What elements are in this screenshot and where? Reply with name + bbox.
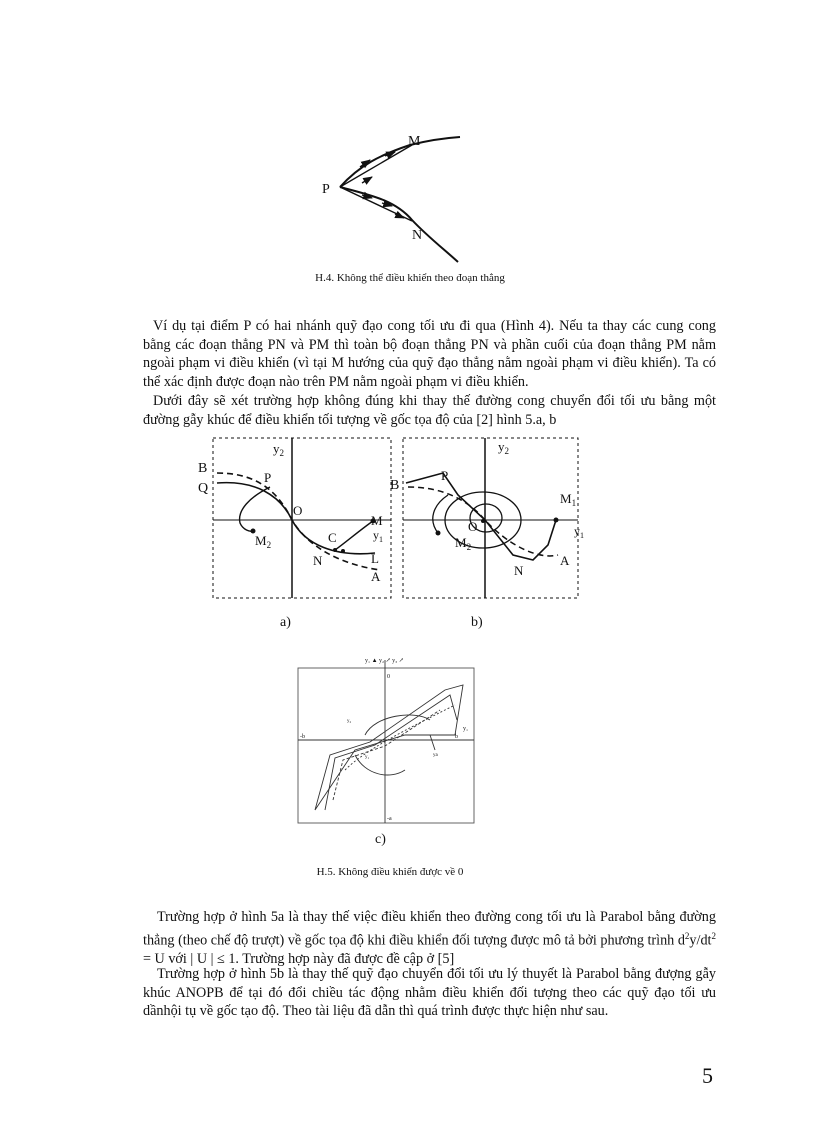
segment-pm bbox=[340, 145, 412, 187]
c-bottom-val: -a bbox=[387, 816, 392, 822]
c-top-val: 0 bbox=[387, 674, 390, 680]
label-c: C bbox=[328, 530, 337, 545]
optimal-curve bbox=[217, 473, 380, 570]
paragraph-3-sup: 2 bbox=[684, 930, 690, 941]
label-n: N bbox=[514, 563, 524, 578]
figure-5a bbox=[195, 435, 395, 610]
label-m2: $M_2$ bbox=[255, 533, 272, 550]
fig4-label-m: M bbox=[408, 134, 421, 149]
figure-4 bbox=[300, 125, 480, 265]
label-y1: $y_1$ bbox=[574, 524, 584, 540]
segment-pn bbox=[340, 187, 412, 221]
label-p: P bbox=[441, 468, 449, 483]
label-a: A bbox=[560, 553, 570, 568]
label-y2: $y_2$ bbox=[273, 441, 284, 458]
paragraph-3-sup-2: 2 bbox=[711, 930, 716, 941]
label-y2: $y_2$ bbox=[498, 439, 509, 456]
label-y1: $y_1$ bbox=[373, 528, 383, 544]
c-curve bbox=[335, 521, 373, 550]
frame-5b bbox=[403, 438, 578, 598]
figure-4-caption: H.4. Không thể điều khiển theo đoạn thẳng bbox=[315, 272, 505, 284]
paragraph-1-text: Ví dụ tại điểm P có hai nhánh quỹ đạo cong tối ưu đi qua (Hình 4). Nếu ta thay các cung cong bằng các đoạn thẳng PN và PM thì toàn bộ đoạn thẳng PN và phần cuối của đoạn thẳng PM nằm ngoài phạm vi điều khiển (vì tại M hướng của quỹ đạo thẳng nằm ngoài phạm vi điều khiển). Ta có thể xác định được đoạn nào trên PM nằm ngoài phạm vi điều khiển. bbox=[143, 318, 716, 390]
label-m: M bbox=[371, 513, 383, 528]
label-o: O bbox=[293, 503, 303, 518]
lower-curve bbox=[340, 187, 458, 262]
m2-curve bbox=[240, 487, 270, 531]
label-m2: $M_2$ bbox=[455, 535, 472, 552]
figure-5a-label: a) bbox=[280, 615, 291, 630]
broken-line bbox=[217, 483, 375, 554]
figure-5c bbox=[295, 650, 480, 825]
fig4-label-p: P bbox=[322, 182, 330, 197]
label-a: A bbox=[371, 569, 381, 584]
paragraph-1 bbox=[143, 317, 716, 391]
label-q: Q bbox=[198, 481, 209, 496]
page-number: 5 bbox=[702, 1063, 713, 1088]
paragraph-2-text: Dưới đây sẽ xét trường hợp không đúng khi thay thế đường cong chuyển đổi tối ưu bằng một đường gẫy khúc để điều khiển tối tượng về gốc tọa độ của [2] hình 5.a, b bbox=[143, 393, 716, 428]
paragraph-3-text-c: = U với | U | ≤ 1. Trường hợp này đã được đề cập ở [5] bbox=[143, 950, 455, 967]
paragraph-2 bbox=[143, 392, 716, 429]
paragraph-4-text: Trường hợp ở hình 5b là thay thế quỹ đạo chuyển đổi tối ưu lý thuyết là Parabol bằng đượng gẫy khúc ANOPB để tại đó đổi chiều tác động nhằm điều khiển đối tượng theo các quỹ đạo tối ưu dầnhội tụ về gốc tạo độ. Theo tài liệu đã dẫn thì quá trình được thực hiện như sau. bbox=[143, 966, 716, 1020]
figure-5b bbox=[388, 435, 593, 610]
label-b: B bbox=[390, 478, 400, 493]
paragraph-3-text-a: Trường hợp ở hình 5a là thay thế việc điều khiển theo đường cong tối ưu là Parabol bằng đường thẳng (theo chế độ trượt) về gốc tọa độ khi điều khiển đối tượng được mô tả bởi phương trình d bbox=[143, 909, 716, 949]
label-m1: $M_1$ bbox=[560, 491, 577, 508]
c-l3: ya bbox=[433, 753, 438, 758]
upper-curve bbox=[340, 137, 460, 187]
c-right-axis: y₁ bbox=[463, 726, 469, 732]
paragraph-3-text-b: y/dt bbox=[689, 932, 712, 949]
figure-5c-label: c) bbox=[375, 832, 386, 847]
figure-5b-label: b) bbox=[471, 615, 483, 630]
label-o: O bbox=[468, 519, 478, 534]
c-l1: y₂ bbox=[347, 719, 352, 724]
label-n: N bbox=[313, 553, 323, 568]
c-top-axis: y₁ ▲ y₂ ↗ y₃ ↗ bbox=[365, 658, 404, 664]
fig4-label-n: N bbox=[412, 228, 423, 243]
paragraph-4 bbox=[143, 965, 716, 1021]
paragraph-3 bbox=[143, 908, 716, 969]
figure-5-caption: H.5. Không điều khiển được về 0 bbox=[316, 866, 464, 878]
c-l2: y₁ bbox=[365, 755, 370, 760]
label-l: L bbox=[371, 551, 379, 566]
label-p: P bbox=[264, 470, 272, 485]
label-b: B bbox=[198, 461, 208, 476]
c-right-val: b bbox=[455, 734, 458, 740]
c-left-val: -b bbox=[300, 734, 305, 740]
